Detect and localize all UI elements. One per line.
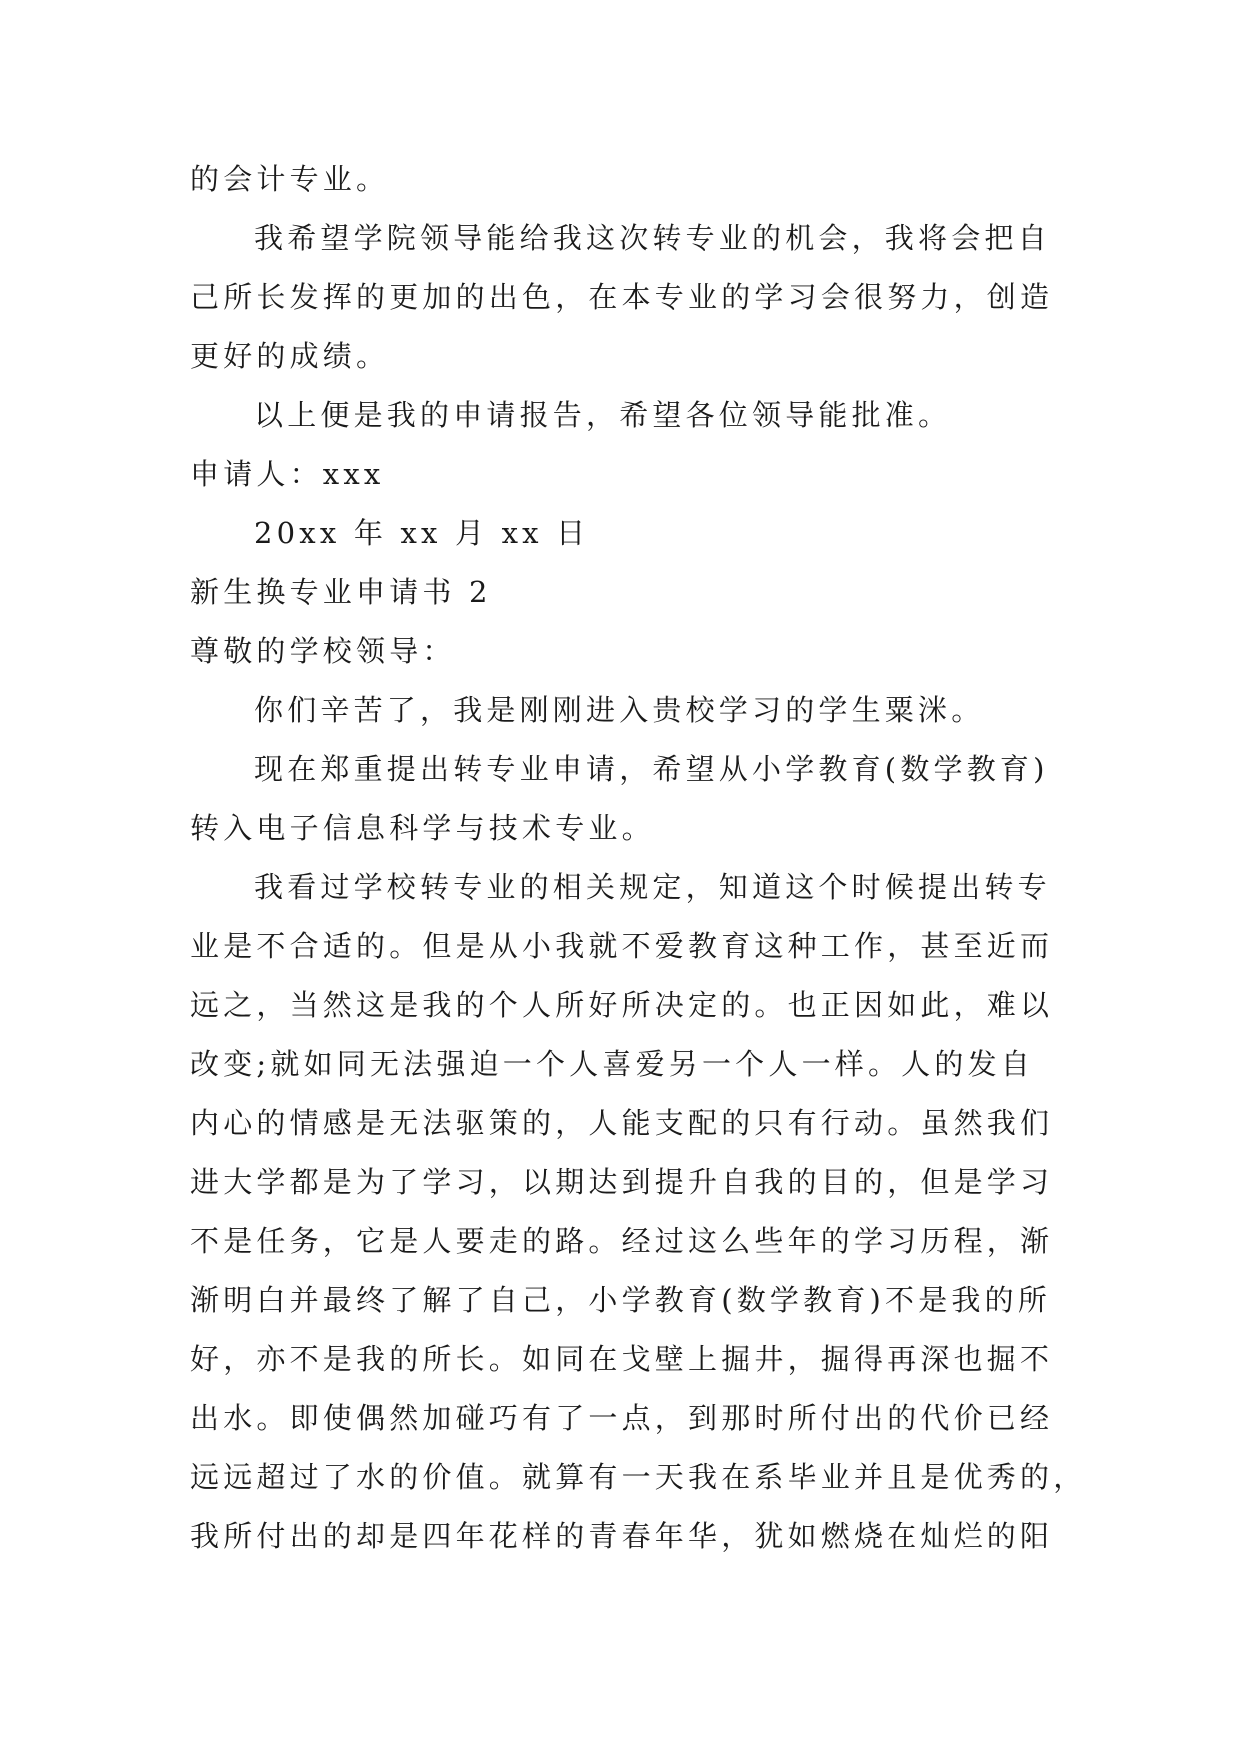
- text-line: 渐明白并最终了解了自己，小学教育(数学教育)不是我的所: [190, 1283, 1052, 1317]
- text-line: 我希望学院领导能给我这次转专业的机会，我将会把自: [254, 221, 1051, 255]
- text-line: 转入电子信息科学与技术专业。: [190, 811, 655, 845]
- text-line: 出水。即使偶然加碰巧有了一点，到那时所付出的代价已经: [190, 1401, 1054, 1435]
- salutation: 尊敬的学校领导：: [190, 634, 456, 668]
- text-line: 进大学都是为了学习，以期达到提升自我的目的，但是学习: [190, 1165, 1054, 1199]
- text-line: 你们辛苦了，我是刚刚进入贵校学习的学生粟洣。: [254, 693, 985, 727]
- text-line: 改变;就如同无法强迫一个人喜爱另一个人一样。人的发自: [190, 1047, 1034, 1081]
- text-line: 远之，当然这是我的个人所好所决定的。也正因如此，难以: [190, 988, 1054, 1022]
- text-line: 内心的情感是无法驱策的，人能支配的只有行动。虽然我们: [190, 1106, 1054, 1140]
- text-line: 远远超过了水的价值。就算有一天我在系毕业并且是优秀的，: [190, 1460, 1087, 1494]
- text-line: 好，亦不是我的所长。如同在戈壁上掘井，掘得再深也掘不: [190, 1342, 1054, 1376]
- text-line: 己所长发挥的更加的出色，在本专业的学习会很努力，创造: [190, 280, 1054, 314]
- text-line: 我所付出的却是四年花样的青春年华，犹如燃烧在灿烂的阳: [190, 1519, 1054, 1553]
- text-line: 更好的成绩。: [190, 339, 390, 373]
- document-body: [190, 150, 1087, 1566]
- date-line: 20xx 年 xx 月 xx 日: [254, 516, 590, 550]
- section-title: 新生换专业申请书 2: [190, 575, 492, 609]
- text-line: 不是任务，它是人要走的路。经过这么些年的学习历程，渐: [190, 1224, 1054, 1258]
- text-line: 以上便是我的申请报告，希望各位领导能批准。: [254, 398, 952, 432]
- text-line: 业是不合适的。但是从小我就不爱教育这种工作，甚至近而: [190, 929, 1054, 963]
- text-line: 现在郑重提出转专业申请，希望从小学教育(数学教育): [254, 752, 1049, 786]
- text-line: 我看过学校转专业的相关规定，知道这个时候提出转专: [254, 870, 1051, 904]
- text-line: 的会计专业。: [190, 162, 390, 196]
- applicant-line: 申请人：xxx: [190, 457, 385, 491]
